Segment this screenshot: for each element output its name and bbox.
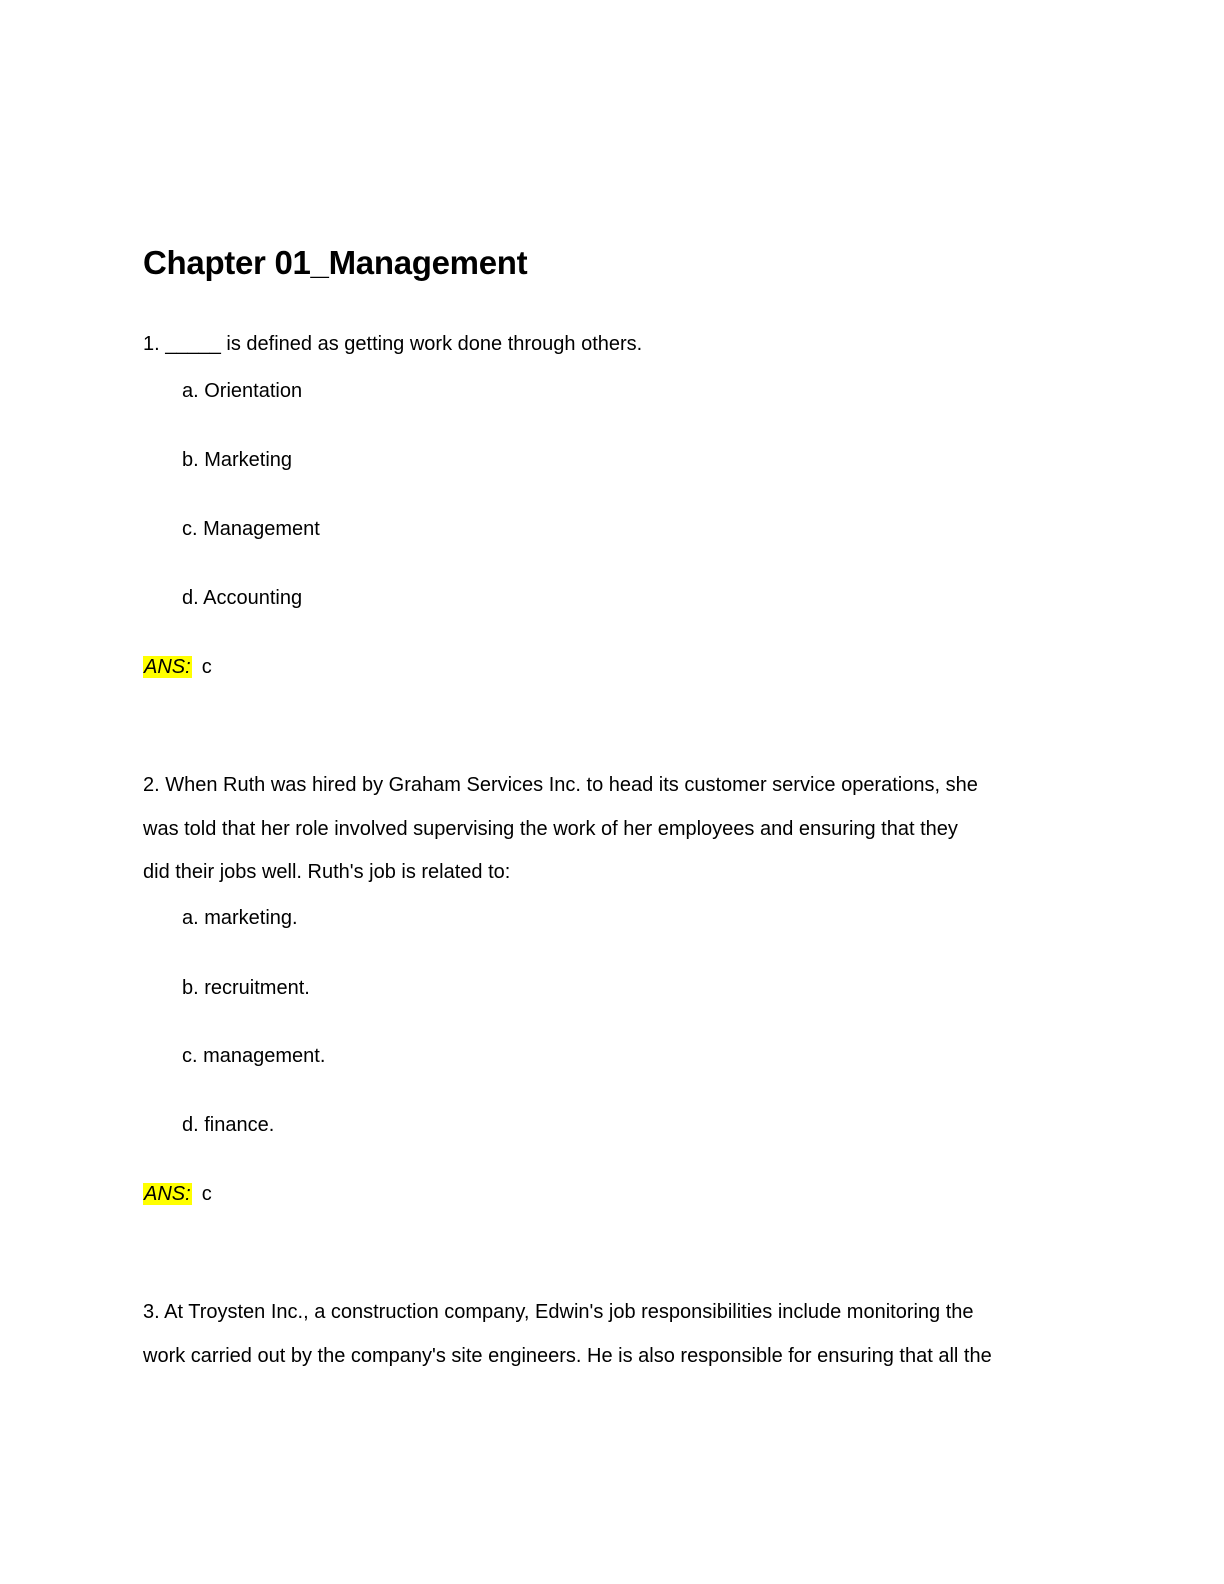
question-2-option-d: d. finance. bbox=[182, 1114, 275, 1136]
question-2-text-line-2: was told that her role involved supervising the work of her employees and ensuring that they bbox=[143, 818, 958, 840]
question-2-option-b: b. recruitment. bbox=[182, 977, 310, 999]
question-2-option-c: c. management. bbox=[182, 1045, 326, 1067]
answer-label: ANS: bbox=[144, 1183, 191, 1205]
question-1-text: 1. _____ is defined as getting work done through others. bbox=[143, 333, 643, 355]
question-2-answer bbox=[143, 1181, 212, 1207]
question-3-text-line-1: 3. At Troysten Inc., a construction company, Edwin's job responsibilities include monitoring the bbox=[143, 1301, 974, 1323]
page-title: Chapter 01_Management bbox=[143, 244, 528, 281]
question-2-text-line-3: did their jobs well. Ruth's job is related to: bbox=[143, 861, 511, 883]
question-3-text-line-2: work carried out by the company's site engineers. He is also responsible for ensuring that all the bbox=[143, 1345, 992, 1367]
question-2-option-a: a. marketing. bbox=[182, 907, 298, 929]
question-1-answer bbox=[143, 654, 212, 680]
question-1-option-b: b. Marketing bbox=[182, 449, 293, 471]
question-1-option-a: a. Orientation bbox=[182, 380, 303, 402]
question-1-option-d: d. Accounting bbox=[182, 587, 303, 609]
answer-value: c bbox=[201, 1183, 212, 1205]
answer-label: ANS: bbox=[144, 656, 191, 678]
answer-value: c bbox=[201, 656, 212, 678]
question-1-option-c: c. Management bbox=[182, 518, 320, 540]
question-2-text-line-1: 2. When Ruth was hired by Graham Services Inc. to head its customer service operations, she bbox=[143, 774, 978, 796]
